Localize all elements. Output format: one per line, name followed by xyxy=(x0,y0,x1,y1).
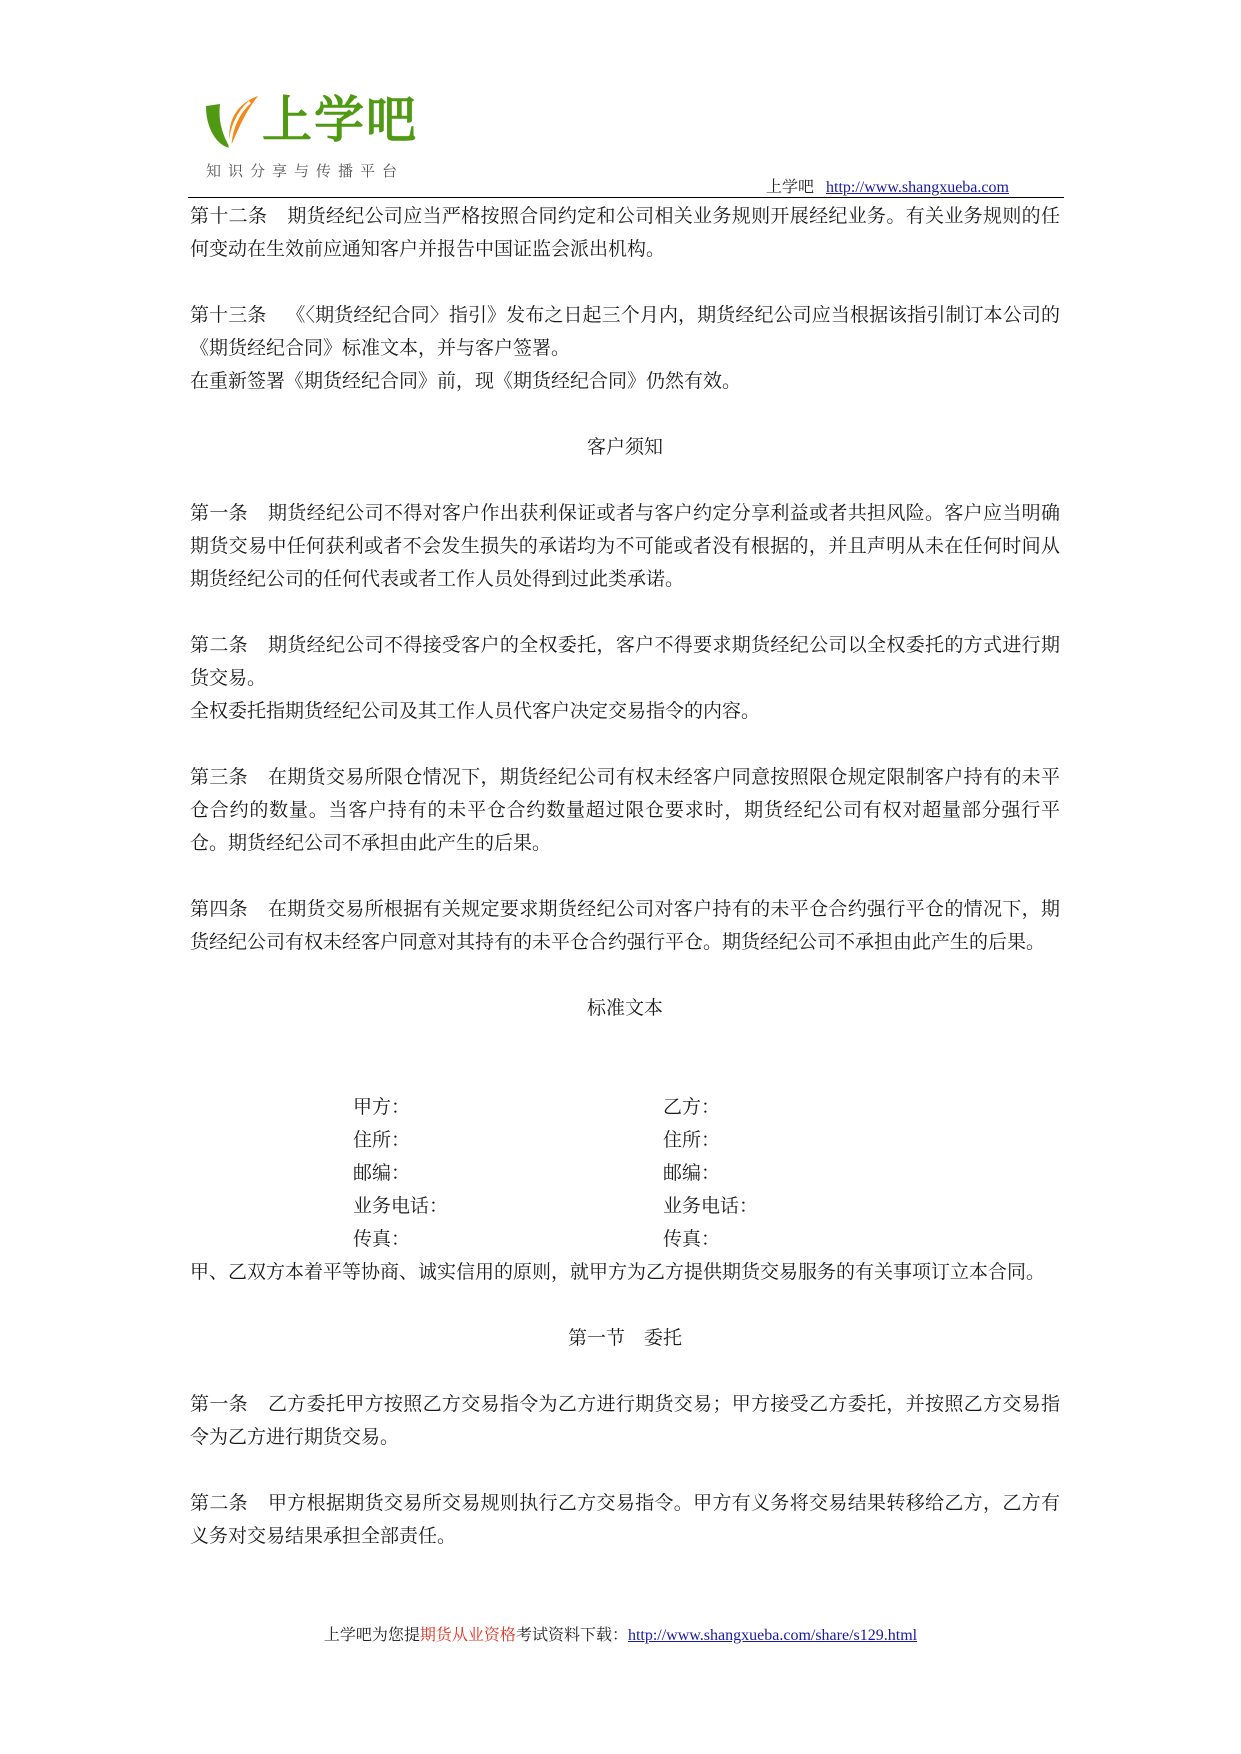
article-number: 第三条 xyxy=(190,766,248,788)
article-text: 期货经纪公司不得接受客户的全权委托，客户不得要求期货经纪公司以全权委托的方式进行期货交易。 xyxy=(190,634,1060,689)
article-number: 第四条 xyxy=(190,898,248,920)
party-b-postcode-label: 邮编： xyxy=(663,1162,721,1184)
article-13 xyxy=(190,299,1060,365)
party-b-fax-label: 传真： xyxy=(663,1228,721,1250)
article-text: 乙方委托甲方按照乙方交易指令为乙方进行期货交易；甲方接受乙方委托，并按照乙方交易指令为乙方进行期货交易。 xyxy=(190,1393,1060,1448)
article-number: 第一条 xyxy=(190,1393,248,1415)
party-b-phone-label: 业务电话： xyxy=(663,1195,759,1217)
footer-middle: 考试资料下载： xyxy=(515,1625,628,1644)
party-a-fax-label: 传真： xyxy=(353,1228,411,1250)
section1-article-1 xyxy=(190,1388,1060,1454)
notice-article-3 xyxy=(190,761,1060,860)
article-text: 在期货交易所根据有关规定要求期货经纪公司对客户持有的未平仓合约强行平仓的情况下，期货经纪公司有权未经客户同意对其持有的未平仓合约强行平仓。期货经纪公司不承担由此产生的后果。 xyxy=(190,898,1060,953)
article-text: 在期货交易所限仓情况下，期货经纪公司有权未经客户同意按照限仓规定限制客户持有的未平仓合约的数量。当客户持有的未平仓合约数量超过限仓要求时，期货经纪公司有权对超量部分强行平仓。期货经纪公司不承担由此产生的后果。 xyxy=(190,766,1060,854)
party-b-address-label: 住所： xyxy=(663,1129,721,1151)
party-a-name-label: 甲方： xyxy=(353,1096,411,1118)
party-info-grid xyxy=(353,1091,1060,1256)
notice-article-4 xyxy=(190,893,1060,959)
footer-prefix: 上学吧为您提 xyxy=(323,1625,420,1644)
footer-download-link[interactable]: http://www.shangxueba.com/share/s129.html xyxy=(627,1627,918,1644)
leaf-logo-icon xyxy=(200,90,262,152)
section-heading-entrustment: 第一节 委托 xyxy=(567,1327,682,1349)
article-number: 第十三条 xyxy=(190,304,267,326)
notice-article-2-paragraph-2: 全权委托指期货经纪公司及其工作人员代客户决定交易指令的内容。 xyxy=(190,700,761,722)
article-text: 期货经纪公司不得对客户作出获利保证或者与客户约定分享利益或者共担风险。客户应当明确期货交易中任何获利或者不会发生损失的承诺均为不可能或者没有根据的，并且声明从未在任何时间从期货经纪公司的任何代表或者工作人员处得到过此类承诺。 xyxy=(190,502,1060,590)
notice-article-2 xyxy=(190,629,1060,695)
article-number: 第一条 xyxy=(190,502,248,524)
notice-article-1 xyxy=(190,497,1060,596)
page-footer xyxy=(0,1622,1241,1645)
article-12 xyxy=(190,200,1060,266)
article-13-paragraph-2: 在重新签署《期货经纪合同》前，现《期货经纪合同》仍然有效。 xyxy=(190,370,742,392)
site-logo[interactable] xyxy=(200,88,460,188)
article-text: 甲方根据期货交易所交易规则执行乙方交易指令。甲方有义务将交易结果转移给乙方，乙方有义务对交易结果承担全部责任。 xyxy=(190,1492,1060,1547)
article-number: 第二条 xyxy=(190,1492,248,1514)
party-a-phone-label: 业务电话： xyxy=(353,1195,449,1217)
header-site-link[interactable]: http://www.shangxueba.com xyxy=(826,179,1009,196)
contract-preamble: 甲、乙双方本着平等协商、诚实信用的原则，就甲方为乙方提供期货交易服务的有关事项订立本合同。 xyxy=(190,1261,1046,1283)
logo-subtitle: 知识分享与传播平台 xyxy=(206,162,405,180)
section-heading-standard-text: 标准文本 xyxy=(586,997,663,1019)
header-site-info xyxy=(766,174,1009,197)
article-number: 第二条 xyxy=(190,634,248,656)
article-number: 第十二条 xyxy=(190,205,268,227)
document-body xyxy=(190,200,1060,1553)
party-b-name-label: 乙方： xyxy=(663,1096,721,1118)
party-a-address-label: 住所： xyxy=(353,1129,411,1151)
section1-article-2 xyxy=(190,1487,1060,1553)
section-heading-customer-notice: 客户须知 xyxy=(586,436,663,458)
article-text: 期货经纪公司应当严格按照合同约定和公司相关业务规则开展经纪业务。有关业务规则的任何变动在生效前应通知客户并报告中国证监会派出机构。 xyxy=(190,205,1060,260)
article-text: 《〈期货经纪合同〉指引》发布之日起三个月内，期货经纪公司应当根据该指引制订本公司的《期货经纪合同》标准文本，并与客户签署。 xyxy=(190,304,1060,359)
party-a-postcode-label: 邮编： xyxy=(353,1162,411,1184)
footer-highlight: 期货从业资格 xyxy=(419,1625,516,1644)
header-site-name: 上学吧 xyxy=(766,177,815,196)
logo-title: 上学吧 xyxy=(262,91,418,149)
header-divider xyxy=(188,197,1064,198)
